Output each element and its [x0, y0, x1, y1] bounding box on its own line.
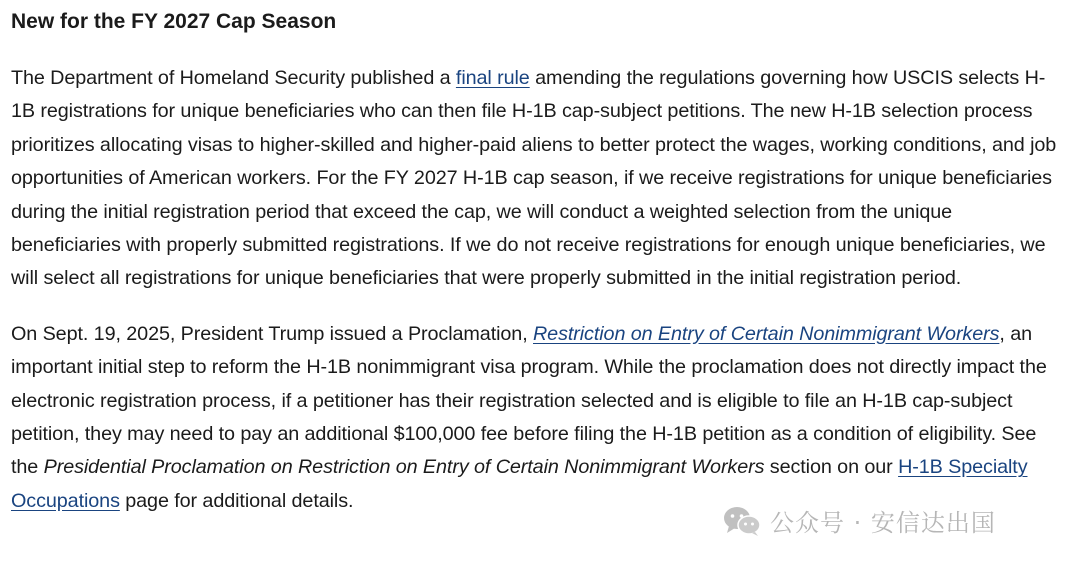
article-content [11, 0, 1061, 518]
watermark [722, 503, 996, 538]
specialty-occupations-link[interactable]: H-1B Specialty Occupations [11, 456, 1028, 512]
paragraph-text: On Sept. 19, 2025, President Trump issued a Proclamation, [11, 322, 533, 345]
paragraph-text: section on our [764, 456, 899, 479]
paragraph-final-rule [11, 62, 1061, 296]
paragraph-text: The Department of Homeland Security published a [11, 67, 456, 89]
paragraph-proclamation [11, 318, 1061, 518]
proclamation-link[interactable] [533, 323, 999, 345]
proclamation-link-text: Restriction on Entry of Certain Nonimmigrant Workers [533, 322, 1000, 345]
final-rule-link[interactable]: final rule [455, 67, 530, 89]
paragraph-text: , an important initial step to reform the H-1B nonimmigrant visa program. While the proclamation does not directly impact the electronic registration process, if a petitioner has their registration selected and is eligible to file an H-1B cap-subject petition, they may need to pay an additional $100,000 fee before filing the H-1B petition as a condition of eligibility. See the [11, 322, 1047, 479]
section-heading: New for the FY 2027 Cap Season [11, 10, 337, 33]
paragraph-text: amending the regulations governing how USCIS selects H-1B registrations for unique beneficiaries who can then file H-1B cap-subject petitions. The new H-1B selection process prioritizes allocating visas to higher-skilled and higher-paid aliens to better protect the wages, working conditions, and job opportunities of American workers. For the FY 2027 H-1B cap season, if we receive registrations for unique beneficiaries during the initial registration period that exceed the cap, we will conduct a weighted selection from the unique beneficiaries with properly submitted registrations. If we do not receive registrations for enough unique beneficiaries, we will select all registrations for unique beneficiaries that were properly submitted in the initial registration period. [11, 67, 1057, 290]
watermark-text: 公众号 · 安信达出国 [770, 509, 996, 537]
section-name-italic: Presidential Proclamation on Restriction on Entry of Certain Nonimmigrant Workers [43, 456, 765, 479]
wechat-icon [722, 505, 762, 537]
paragraph-text: page for additional details. [119, 489, 354, 512]
